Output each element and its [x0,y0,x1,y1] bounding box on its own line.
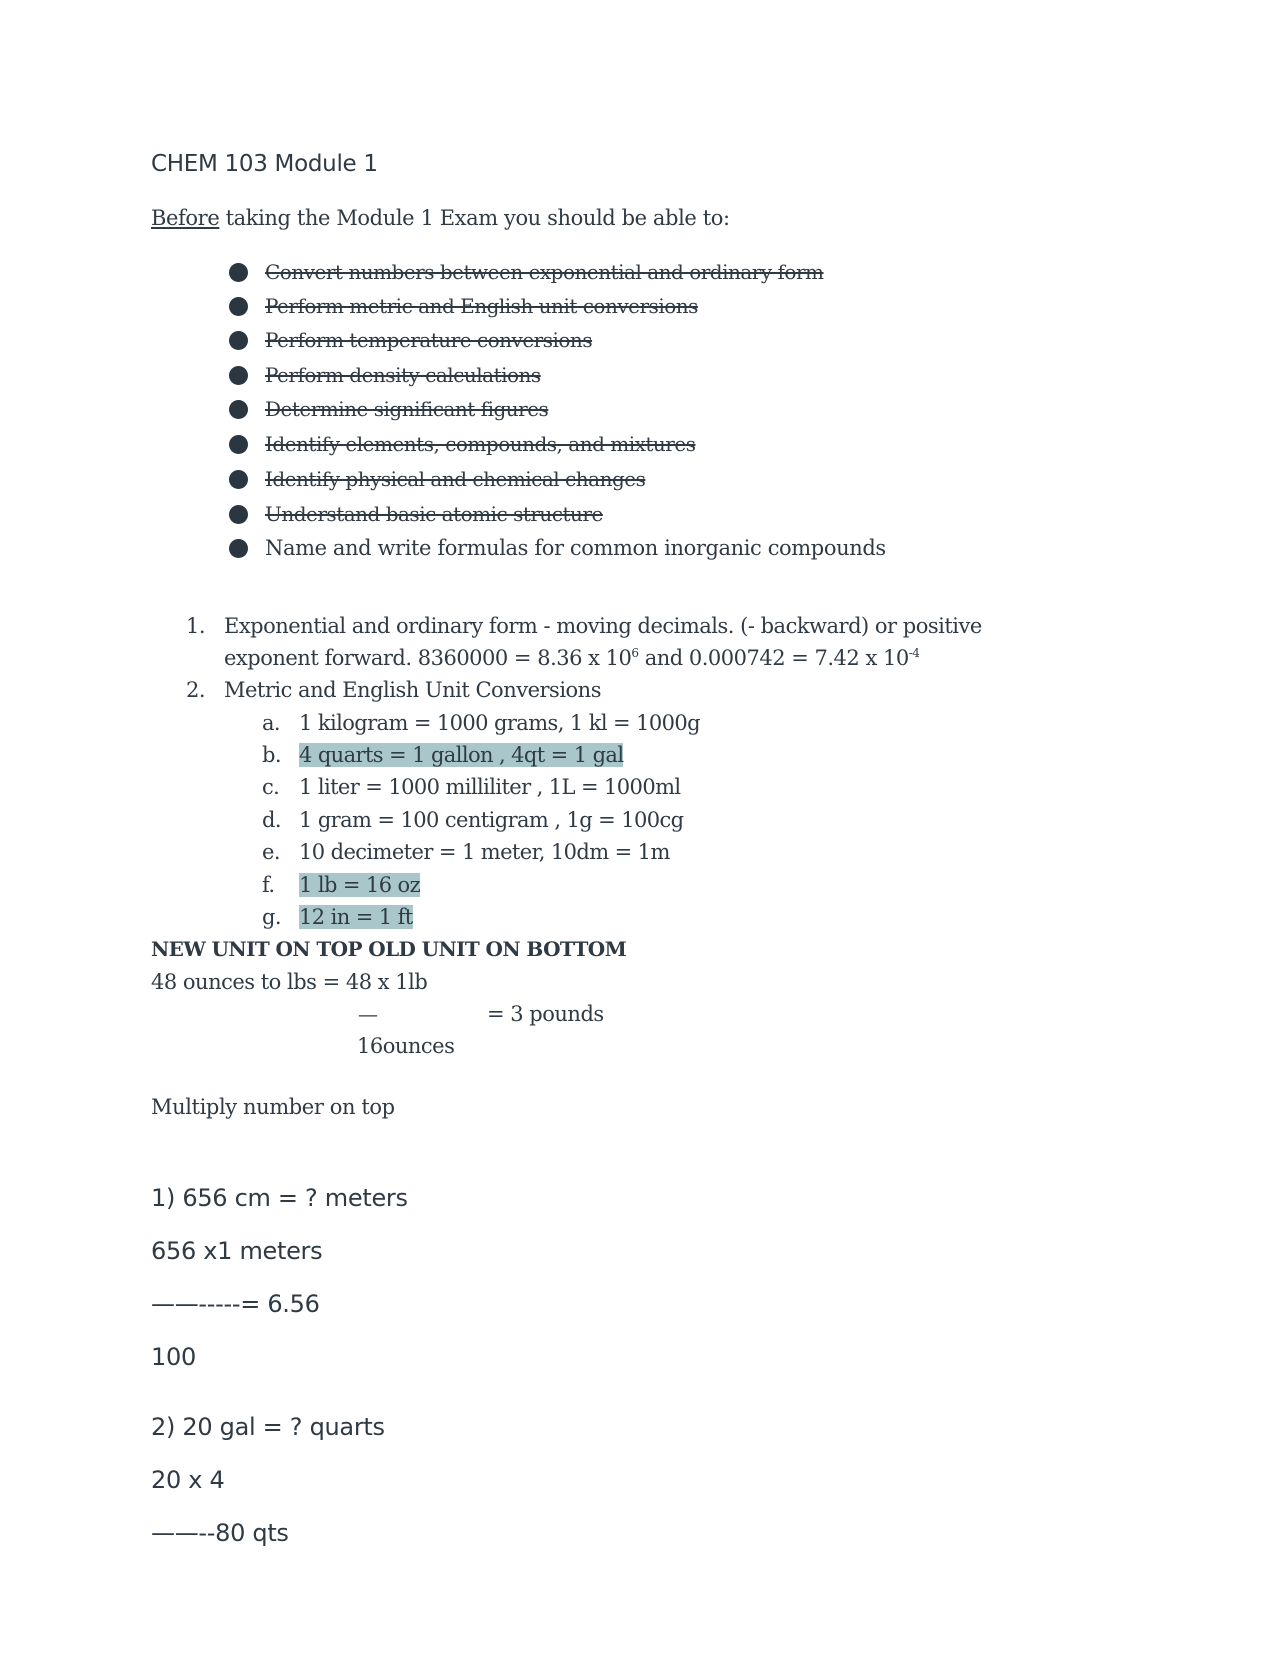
fraction-bar: — [358,1002,378,1026]
note-number: 1. [186,614,206,638]
document-title: CHEM 103 Module 1 [151,151,378,177]
bullet-icon [229,435,248,454]
problem-question: 2) 20 gal = ? quarts [151,1413,385,1441]
objective-item [229,289,698,323]
intro-underlined-word: Before [151,206,220,230]
bullet-icon [229,470,248,489]
item-letter: e. [262,840,280,864]
problem-numerator: 656 x1 meters [151,1237,323,1265]
objective-text: Perform density calculations [265,363,541,387]
objective-text: Perform temperature conversions [265,328,593,352]
item-letter: f. [262,873,275,897]
example-denominator: 16ounces [357,1034,455,1058]
note-line: Exponential and ordinary form - moving decimals. (- backward) or positive [224,614,982,638]
objective-item [229,427,695,461]
objective-text: Name and write formulas for common inorganic compounds [265,536,886,560]
item-text: 1 kilogram = 1000 grams, 1 kl = 1000g [299,711,700,735]
note-line: exponent forward. 8360000 = 8.36 x $10^6$ and 0.000742 = 7.42 x $10^{-4}$ [224,646,920,670]
item-text: 10 decimeter = 1 meter, 10dm = 1m [299,840,670,864]
bullet-icon [229,400,248,419]
bullet-icon [229,539,248,558]
item-text-highlighted: 12 in = 1 ft [299,905,413,929]
intro-text: taking the Module 1 Exam you should be able to: [219,206,730,230]
objective-text: Understand basic atomic structure [265,502,603,526]
problem-bar: ——--80 qts [151,1519,289,1547]
bullet-icon [229,505,248,524]
objective-item [229,462,645,496]
tip-text: Multiply number on top [151,1095,395,1119]
problem-numerator: 20 x 4 [151,1466,225,1494]
problem-question: 1) 656 cm = ? meters [151,1184,408,1212]
example-result: = 3 pounds [487,1002,604,1026]
intro-paragraph [151,206,730,230]
bullet-icon [229,366,248,385]
objective-item [229,531,886,565]
objective-text: Identify physical and chemical changes [265,467,646,491]
objective-text: Determine significant figures [265,397,549,421]
problem-denominator: 100 [151,1343,196,1371]
note-heading: Metric and English Unit Conversions [224,678,601,702]
objective-item [229,323,592,357]
problem-bar: ——-----= 6.56 [151,1290,320,1318]
item-text: 1 gram = 100 centigram , 1g = 100cg [299,808,684,832]
objective-item [229,497,603,531]
note-number: 2. [186,678,206,702]
objective-text: Identify elements, compounds, and mixtures [265,432,696,456]
objective-item [229,255,824,289]
item-letter: d. [262,808,281,832]
rule-heading: NEW UNIT ON TOP OLD UNIT ON BOTTOM [151,937,627,961]
item-letter: b. [262,743,281,767]
objective-item [229,358,541,392]
item-letter: c. [262,775,280,799]
objective-text: Convert numbers between exponential and ordinary form [265,260,824,284]
bullet-icon [229,331,248,350]
item-text-highlighted: 4 quarts = 1 gallon , 4qt = 1 gal [299,743,624,767]
bullet-icon [229,297,248,316]
objective-item [229,392,548,426]
item-text: 1 liter = 1000 milliliter , 1L = 1000ml [299,775,681,799]
bullet-icon [229,263,248,282]
item-letter: g. [262,905,281,929]
item-text-highlighted: 1 lb = 16 oz [299,873,421,897]
item-letter: a. [262,711,280,735]
example-line: 48 ounces to lbs = 48 x 1lb [151,970,428,994]
objective-text: Perform metric and English unit conversions [265,294,698,318]
